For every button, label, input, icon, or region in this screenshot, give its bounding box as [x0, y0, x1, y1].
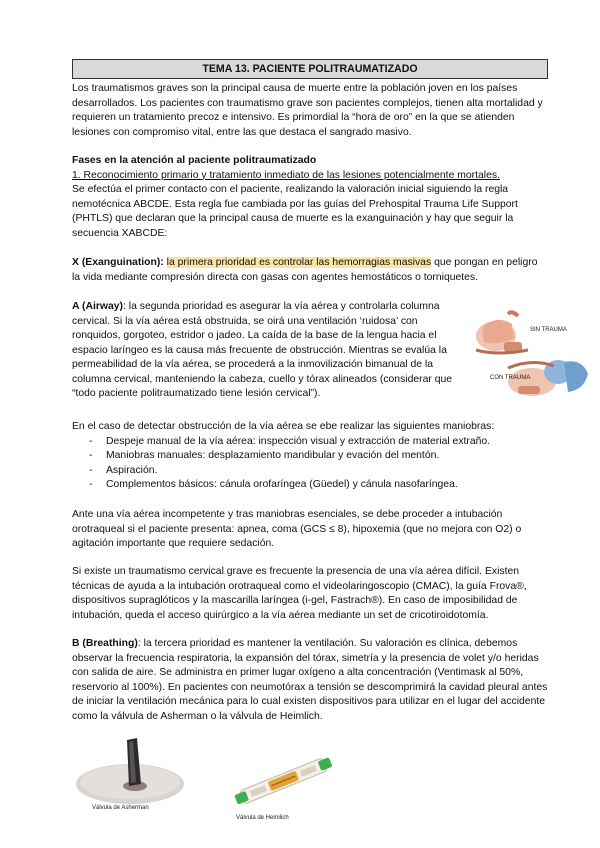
list-item: - Complementos básicos: cánula orofaríngea (Güedel) y cánula nasofaríngea. — [87, 478, 548, 493]
b-label: B (Breathing) — [72, 638, 138, 649]
difficult-airway-paragraph: Si existe un traumatismo cervical grave es frecuente la presencia de una vía aérea difícil. Existen técnicas de ayuda a la intubación orotraqueal como el videolaringoscopio (CMAC), la guía Frova®, dispositivos supraglóticos y la mascarilla laríngea (i-gel, Fastrach®). En caso de imposibilidad de intubación, queda el acceso quirúrgico a la vía aérea mediante un set de cricotiroidotomía. — [72, 566, 527, 621]
b-section — [72, 637, 548, 724]
list-item: - Aspiración. — [87, 464, 548, 479]
fases-section — [72, 154, 548, 241]
page-title: TEMA 13. PACIENTE POLITRAUMATIZADO — [72, 59, 548, 79]
obstruction-section — [72, 420, 548, 493]
x-label: X (Exanguination): — [72, 257, 164, 268]
obstruction-intro: En el caso de detectar obstrucción de la vía aérea se ebe realizar las siguientes maniobras: — [72, 421, 495, 432]
fases-body: Se efectúa el primer contacto con el paciente, realizando la valoración inicial siguiendo la regla nemotécnica ABCDE. Esta regla fue cambiada por las guías del Prehospital Trauma Life Support (PHTLS) que declaran que la principal causa de muerte es la exanguinación y hay que seguir la secuencia XABCDE: — [72, 184, 518, 239]
con-trauma-label: CON TRAUMA — [490, 375, 531, 381]
x-highlight: la primera prioridad es controlar las hemorragias masivas — [166, 257, 432, 268]
airway-head-icon — [468, 308, 596, 404]
intubation-paragraph: Ante una vía aérea incompetente y tras maniobras esenciales, se debe proceder a intubación orotraqueal si el paciente presenta: apnea, coma (GCS ≤ 8), hipoxemia (que no mejora con O2) o agitación importante que requiere sedación. — [72, 509, 522, 549]
airway-illustration — [468, 308, 596, 404]
asherman-valve-icon — [75, 736, 185, 806]
x-section — [72, 256, 548, 285]
asherman-valve-image — [75, 736, 185, 818]
fases-heading: Fases en la atención al paciente politraumatizado — [72, 155, 317, 166]
list-item: - Despeje manual de la vía aérea: inspección visual y extracción de material extraño. — [87, 435, 548, 450]
intro-paragraph: Los traumatismos graves son la principal causa de muerte entre la población joven en los países desarrollados. Los pacientes con traumatismo grave son pacientes complejos, tienen alta mortalidad y requieren un tratamiento precoz e intensivo. Es primordial la “hora de oro” en la que se atienden lesiones con compromiso vital, entre las que destaca el sangrado masivo. — [72, 83, 543, 138]
heimlich-valve-image — [228, 740, 338, 826]
asherman-caption: Válvula de Asherman — [92, 805, 149, 811]
heimlich-caption: Válvula de Heimlich — [236, 815, 289, 821]
fases-subheading: 1. Reconocimiento primario y tratamiento inmediato de las lesiones potencialmente mortales. — [72, 169, 500, 181]
x-rest: que pongan en peligro la vida mediante compresión directa con gasas con agentes hemostáticos o torniquetes. — [72, 257, 538, 283]
obstruction-list — [87, 435, 548, 493]
a-body: : la segunda prioridad es asegurar la vía aérea y controlarla columna cervical. Si la vía aérea está obstruida, se oirá una ventilación ‘ruidosa’ con ronquidos, gorgoteo, estridor o jadeo. La caída de la base de la lengua hacia el espacio laríngeo es la causa más frecuente de obstrucción. Mientras se evalúa la permeabilidad de la vía aérea, se procederá a la inmovilización bimanual de la columna cervical, manteniendo la cabeza, cuello y tórax alineados (considerar que “todo paciente politraumatizado tiene lesión cervical”). — [72, 301, 453, 399]
heimlich-valve-icon — [228, 740, 338, 814]
b-body: : la tercera prioridad es mantener la ventilación. Su valoración es clínica, debemos observar la frecuencia respiratoria, la expansión del tórax, simetría y la presencia de volet y/o heridas con salida de aire. Se administra en primer lugar oxígeno a alta concentración (Ventimask al 50%, reservorio al 100%). En pacientes con neumotórax a tensión se descomprimirá la cavidad pleural antes de iniciar la ventilación mecánica para lo cual existen dispositivos para utilizar en el lugar del accidente como la válvula de Asherman o la válvula de Heimlich. — [72, 638, 548, 722]
a-section — [72, 300, 467, 402]
sin-trauma-label: SIN TRAUMA — [530, 327, 567, 333]
list-item: - Maniobras manuales: desplazamiento mandibular y evación del mentón. — [87, 449, 548, 464]
a-label: A (Airway) — [72, 301, 123, 312]
